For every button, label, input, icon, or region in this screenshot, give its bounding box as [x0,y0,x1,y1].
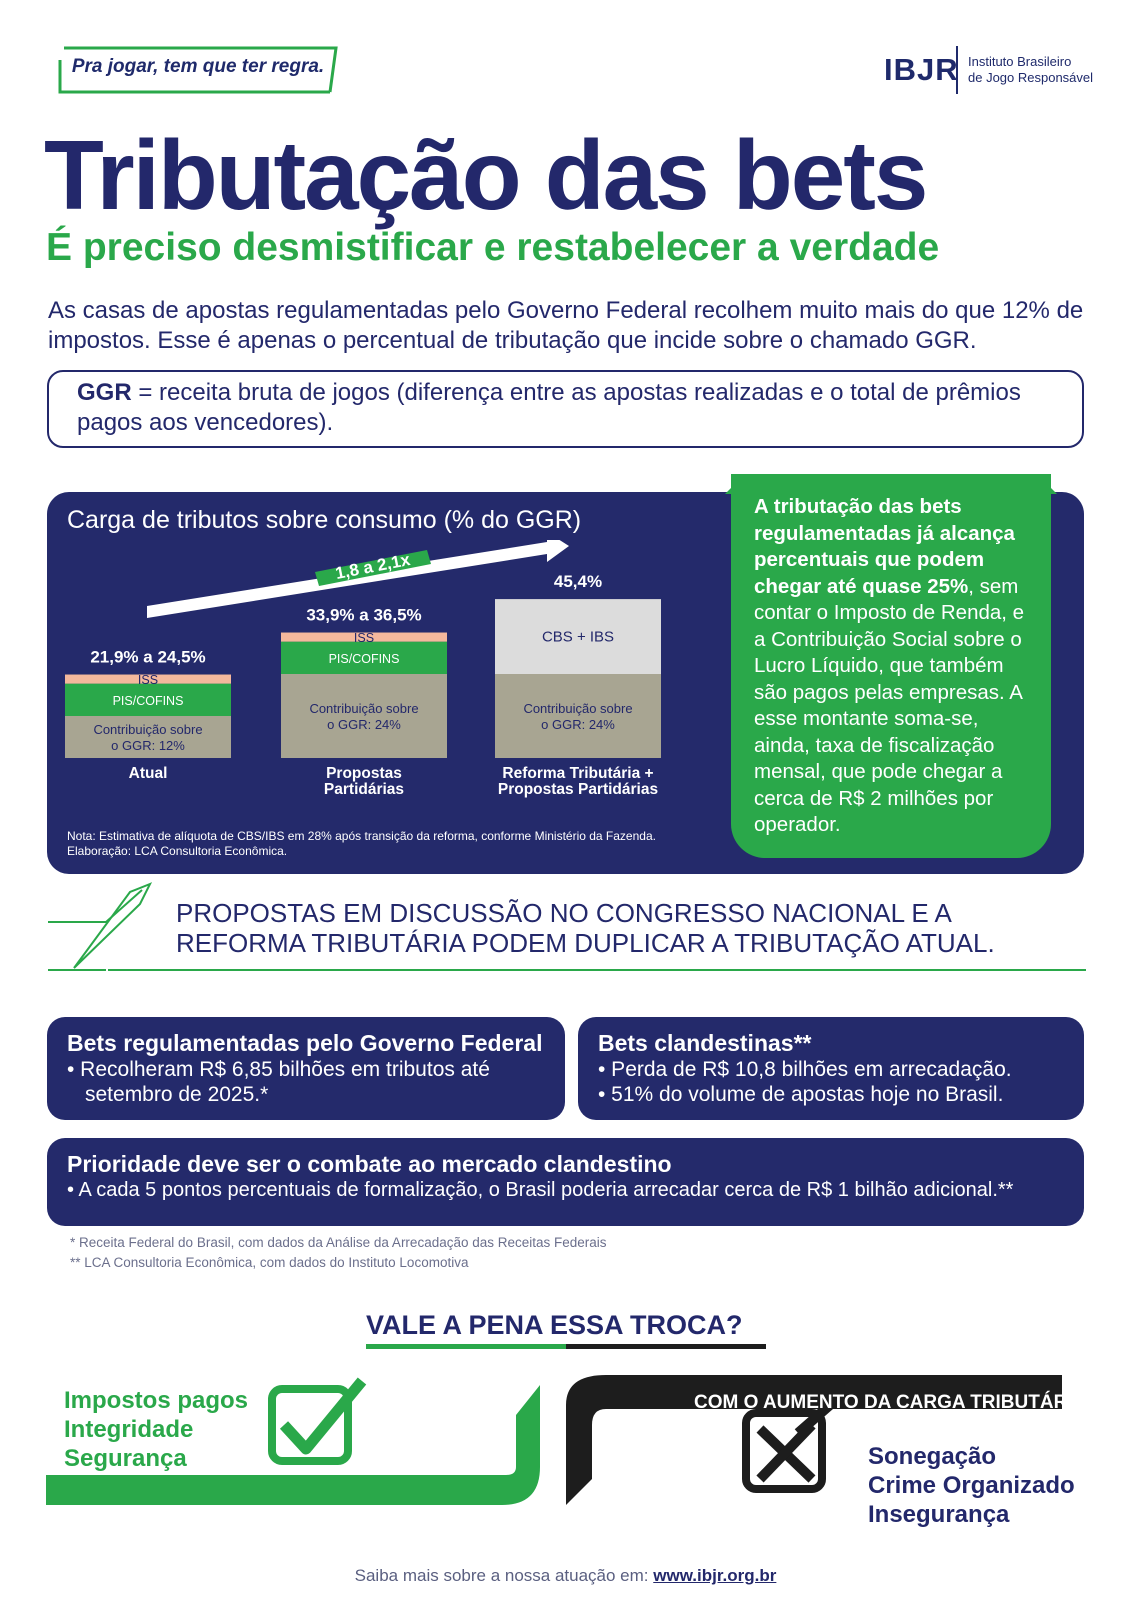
benefit-item: Segurança [64,1445,187,1472]
callout-rest: , sem contar o Imposto de Renda, e a Contribuição Social sobre o Lucro Líquido, que também são pagos pelas empresas. A esse montante soma-se, ainda, taxa de fiscalização mensal, que pode chegar a cerca de R$ 2 milhões por operador. [754,574,1025,836]
bar-segment [281,674,447,758]
tax-callout [731,474,1051,858]
bar-total-label: 45,4% [553,572,603,592]
segment-label: PIS/COFINS [328,651,400,666]
learn-more-text: Saiba mais sobre a nossa atuação em: [354,1566,654,1585]
ggr-term: GGR [77,379,132,406]
risk-item: Sonegação [868,1443,997,1470]
segment-label: ISS [353,631,375,646]
tagline-banner [58,46,338,92]
segment-label: ISS [137,673,159,688]
logo-line-1: Instituto Brasileiro [968,54,1072,69]
category-label: Reforma Tributária + [502,765,654,782]
category-label: Partidárias [323,781,405,798]
risk-item: Insegurança [868,1501,1010,1528]
segment-label: o GGR: 24% [541,717,615,732]
proposals-statement: PROPOSTAS EM DISCUSSÃO NO CONGRESSO NACIONAL E A REFORMA TRIBUTÁRIA PODEM DUPLICAR A TRIBUTAÇÃO ATUAL. [176,898,995,958]
ggr-definition: = receita bruta de jogos (diferença entre as apostas realizadas e o total de prêmios pagos aos vencedores). [77,379,1021,436]
benefit-item: Integridade [64,1416,194,1443]
page-subtitle: É preciso desmistificar e restabelecer a verdade [46,226,940,269]
trend-up-arrow-icon [46,882,156,974]
priority-card-item-1: • A cada 5 pontos percentuais de formalização, o Brasil poderia arrecadar cerca de R$ 1 bilhão adicional.** [67,1179,1014,1201]
multiplier-label: 1,8 a 2,1x [333,549,412,584]
logo-name [968,54,1108,86]
category-label: Propostas Partidárias [497,781,659,798]
segment-label: o GGR: 12% [111,738,185,753]
category-label: Atual [128,765,168,782]
clandestine-bets-card [578,1017,1084,1120]
trend-arrow-head [547,540,569,562]
risk-item: Crime Organizado [868,1472,1075,1499]
intro-paragraph: As casas de apostas regulamentadas pelo Governo Federal recolhem muito mais do que 12% de impostos. Esse é apenas o percentual de tributação que incide sobre o chamado GGR. [48,297,1084,354]
benefit-item: Impostos pagos [64,1387,249,1414]
bar-total-label: 33,9% a 36,5% [306,605,422,625]
clandestine-card-item-2: • 51% do volume de apostas hoje no Brasil. [598,1083,1004,1106]
priority-card-title: Prioridade deve ser o combate ao mercado clandestino [67,1151,672,1177]
chart-note: Nota: Estimativa de alíquota de CBS/IBS em 28% após transição da reforma, conforme Ministério da Fazenda. Elaboração: LCA Consultoria Econômica. [67,829,656,858]
comparison-question: VALE A PENA ESSA TROCA? [366,1310,743,1340]
higher-tax-label: COM O AUMENTO DA CARGA TRIBUTÁRIA [694,1392,1087,1413]
category-label: Propostas [326,765,402,782]
segment-label: PIS/COFINS [112,693,184,708]
regulated-card-item-1: • Recolheram R$ 6,85 bilhões em tributos até [67,1058,490,1081]
logo-line-2: de Jogo Responsável [968,70,1094,85]
regulated-bets-card [47,1017,565,1120]
question-underline-black [566,1344,766,1349]
callout-bold: A tributação das bets regulamentadas já alcança percentuais que podem chegar até quase 25% [754,495,1015,598]
regulated-card-title: Bets regulamentadas pelo Governo Federal [67,1030,543,1056]
tax-burden-chart [47,540,727,830]
regulated-card-item-2: setembro de 2025.* [85,1083,269,1106]
segment-label: CBS + IBS [541,628,615,646]
clandestine-card-title: Bets clandestinas** [598,1030,812,1056]
segment-label: Contribuição sobre [309,701,419,716]
proposals-divider [108,969,1086,971]
page-title: Tributação das bets [44,120,927,230]
logo-box [884,46,958,94]
current-tax-benefits [64,1386,248,1473]
website-link[interactable]: www.ibjr.org.br [653,1566,777,1585]
question-underline-green [366,1344,566,1349]
higher-tax-risks [868,1442,1075,1529]
ibjr-logo [884,46,1104,96]
ggr-definition-box [47,370,1084,448]
logo-mark: IBJR [884,52,959,87]
clandestine-card-item-1: • Perda de R$ 10,8 bilhões em arrecadação. [598,1058,1012,1081]
chart-title: Carga de tributos sobre consumo (% do GGR) [67,506,582,534]
tagline-text: Pra jogar, tem que ter regra. [71,56,325,77]
footnote-2: ** LCA Consultoria Econômica, com dados do Instituto Locomotiva [70,1255,469,1270]
bar-segment [495,674,661,758]
segment-label: Contribuição sobre [93,722,203,737]
footnote-1: * Receita Federal do Brasil, com dados da Análise da Arrecadação das Receitas Federais [70,1235,607,1250]
learn-more-footer [0,1566,1131,1586]
priority-card [47,1138,1084,1226]
segment-label: o GGR: 24% [327,717,401,732]
current-tax-label: TRIBUTAÇÃO ATUAL [70,1507,262,1528]
segment-label: Contribuição sobre [523,701,633,716]
x-box-icon [746,1405,830,1489]
bar-total-label: 21,9% a 24,5% [90,647,206,667]
check-icon [272,1381,362,1461]
